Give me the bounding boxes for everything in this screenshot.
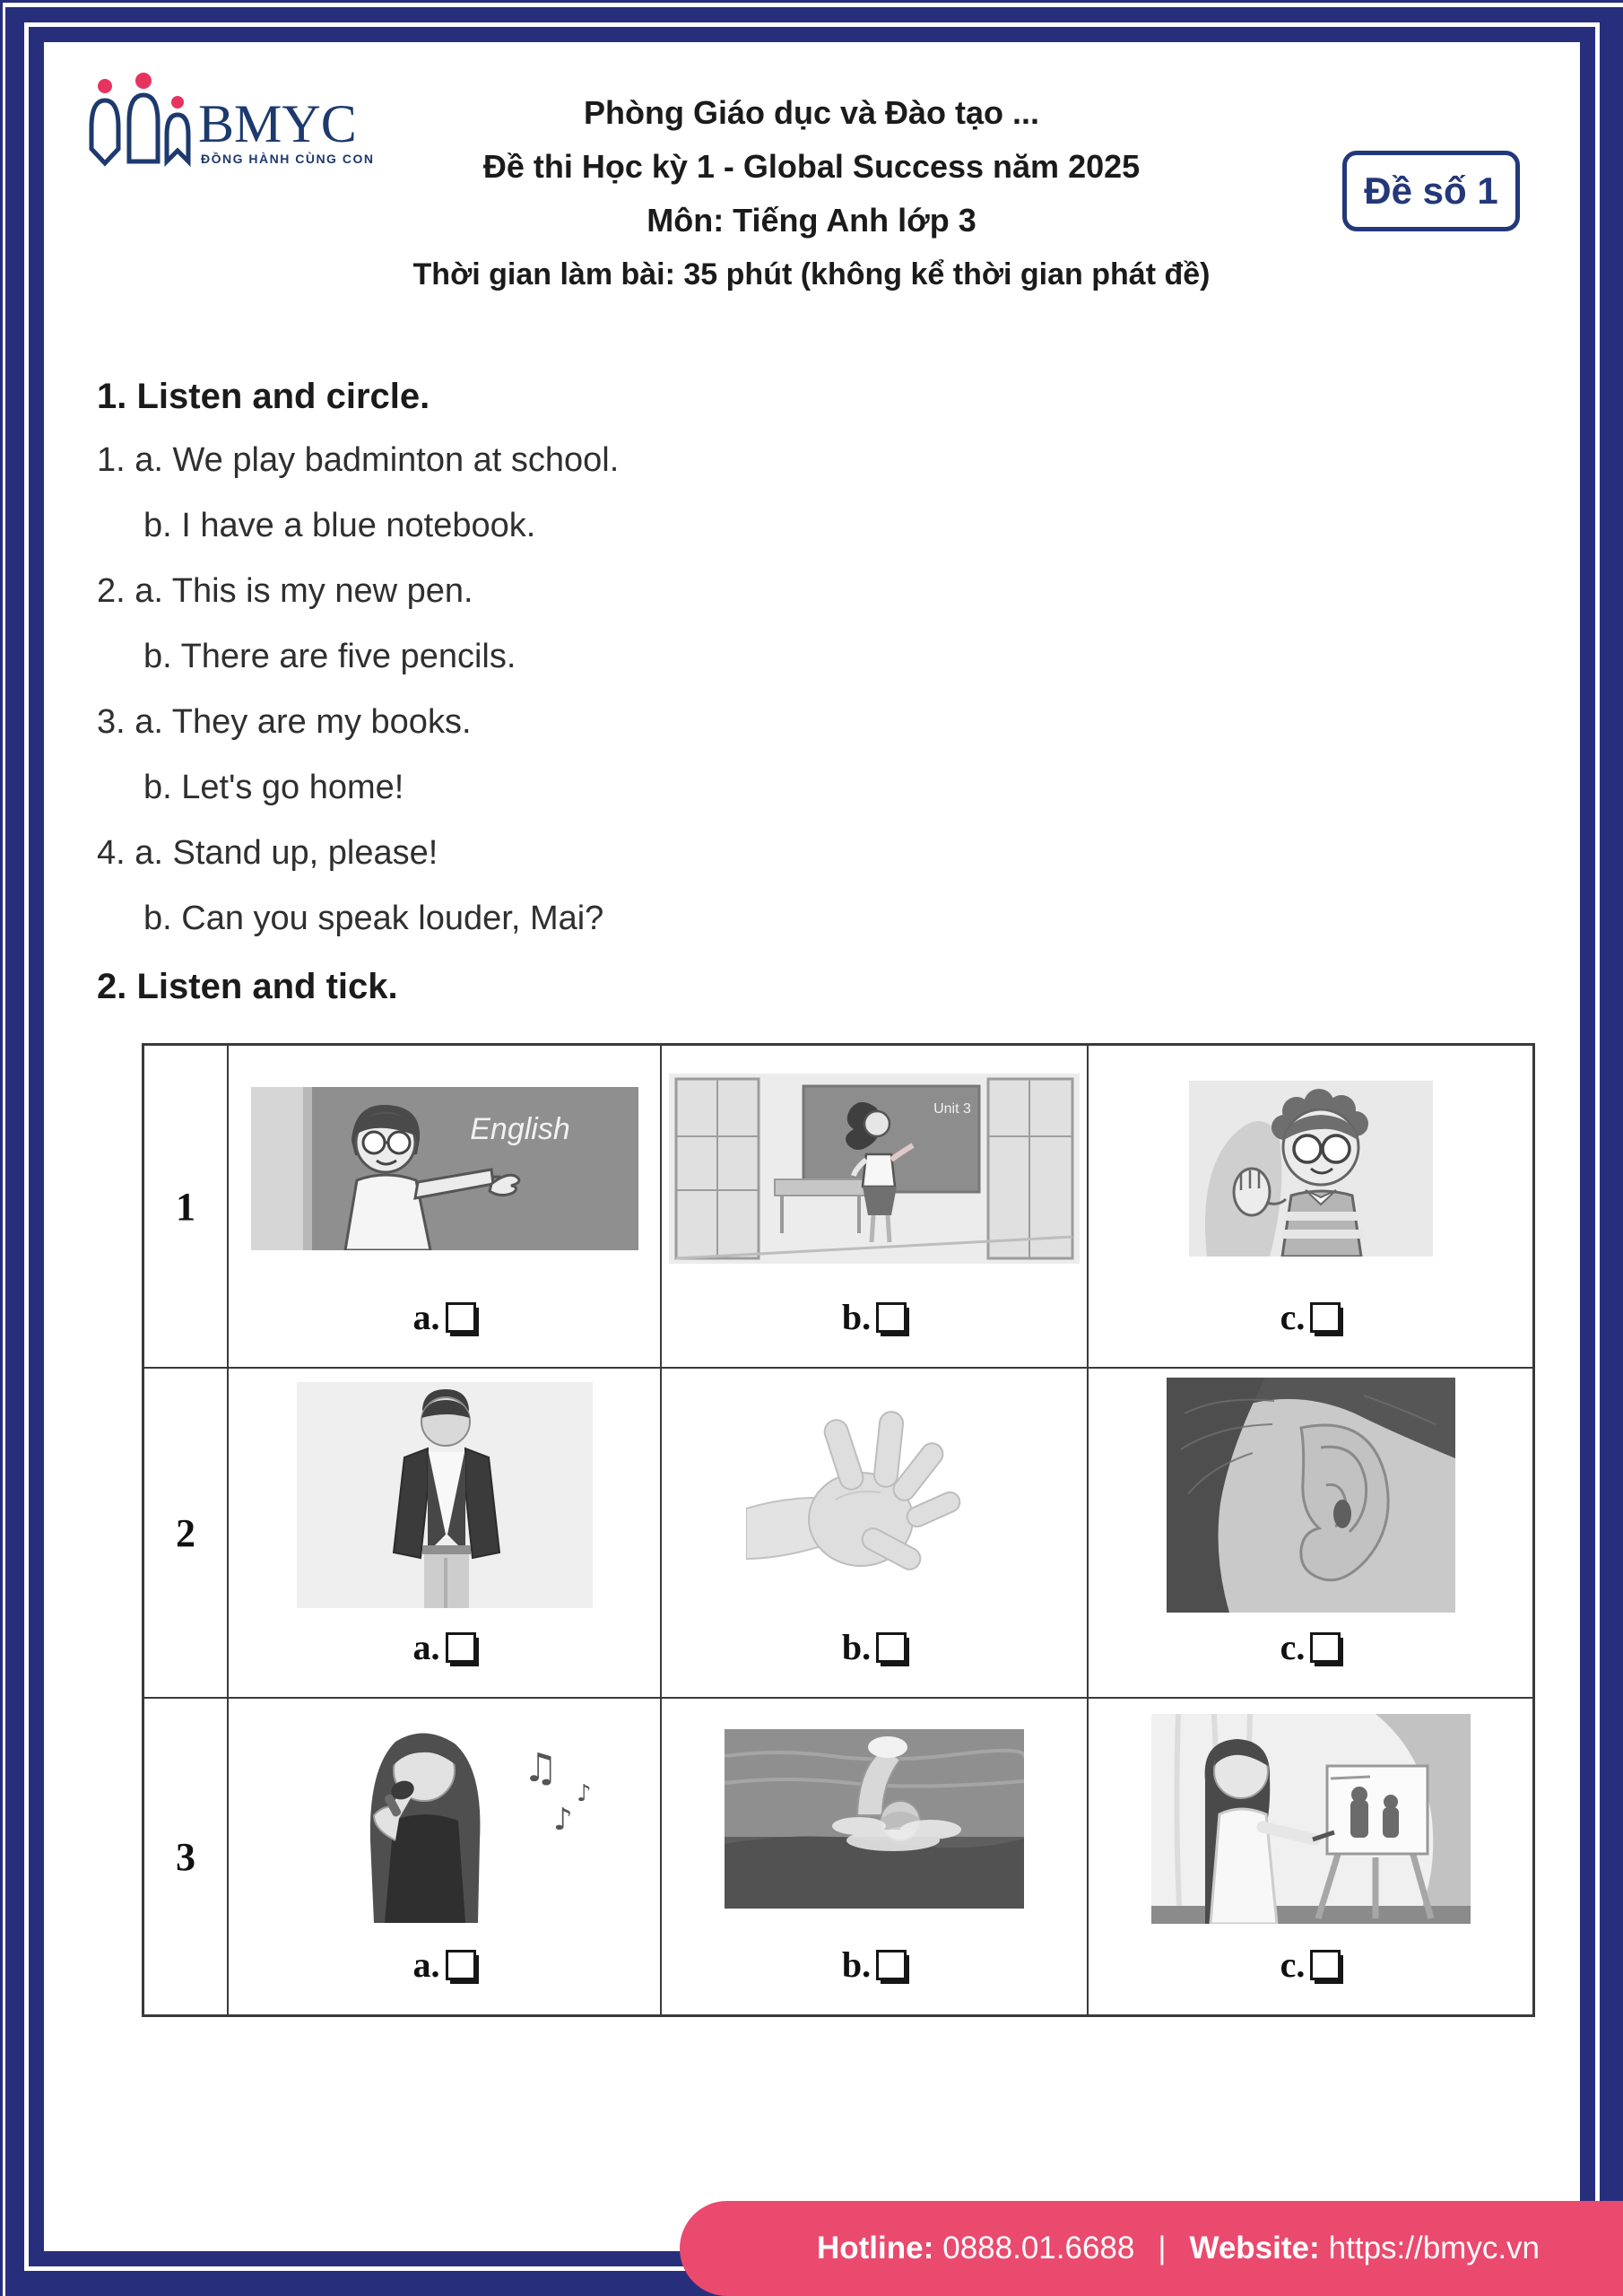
option-line[interactable]: b. I have a blue notebook. [143,507,536,544]
caption-letter: a. [412,1627,440,1667]
caption-1c [1280,1296,1341,1338]
caption-letter: c. [1280,1944,1306,1985]
tick-checkbox[interactable] [1310,1632,1341,1663]
option-line[interactable]: 2. a. This is my new pen. [97,572,473,610]
hotline-number: 0888.01.6688 [942,2231,1135,2266]
row-number: 3 [144,1699,229,2014]
listen-and-tick-table [142,1043,1535,2017]
teacher-english-blackboard-image [251,1046,638,1291]
blackboard-word: English [469,1111,570,1146]
tick-checkbox[interactable] [1310,1950,1341,1980]
singing-girl-image [288,1699,602,1938]
cell-2b [662,1369,1089,1699]
cell-2a [229,1369,662,1699]
tick-checkbox[interactable] [446,1302,476,1333]
classroom-teacher-image [669,1046,1080,1291]
logo-wordmark: BMYC [198,94,357,153]
caption-3c [1280,1944,1341,1986]
cell-3a [229,1699,662,2014]
website-url[interactable]: https://bmyc.vn [1328,2231,1541,2266]
caption-1a [413,1296,476,1338]
tick-checkbox[interactable] [446,1632,476,1663]
section1-title: 1. Listen and circle. [97,377,430,416]
option-line[interactable]: 3. a. They are my books. [97,703,472,741]
caption-2c [1280,1626,1341,1668]
standing-boy-image [297,1369,593,1621]
caption-letter: b. [841,1944,872,1985]
header-exam-title: Đề thi Học kỳ 1 - Global Success năm 2025 [482,148,1141,185]
cell-1a [229,1046,662,1369]
cell-1c [1089,1046,1532,1369]
tick-checkbox[interactable] [876,1950,907,1980]
painting-girl-image [1151,1699,1471,1938]
exam-header [269,86,1354,301]
row-number: 2 [144,1369,229,1699]
header-duration: Thời gian làm bài: 35 phút (không kể thời gian phát đề) [412,257,1211,291]
caption-letter: b. [841,1627,872,1667]
caption-1b [842,1296,907,1338]
tick-checkbox[interactable] [446,1950,476,1980]
caption-letter: c. [1280,1627,1306,1667]
caption-3a [413,1944,476,1986]
tick-checkbox[interactable] [876,1302,907,1333]
tick-checkbox[interactable] [1310,1302,1341,1333]
option-line[interactable]: b. Can you speak louder, Mai? [143,900,604,937]
open-hand-image [746,1369,1002,1621]
footer-contact-bar [680,2201,1623,2296]
caption-2a [413,1626,476,1668]
section1-options [97,441,619,965]
cell-1b [662,1046,1089,1369]
cell-3c [1089,1699,1532,2014]
caption-letter: b. [841,1297,872,1337]
caption-2b [842,1626,907,1668]
hotline-label: Hotline: [816,2231,934,2266]
section2-title: 2. Listen and tick. [97,967,398,1006]
tick-checkbox[interactable] [876,1632,907,1663]
waving-boy-image [1189,1046,1433,1291]
header-subject: Môn: Tiếng Anh lớp 3 [647,202,976,239]
logo-tagline: ĐỒNG HÀNH CÙNG CON [201,152,375,166]
website-label: Website: [1189,2231,1320,2266]
row-number: 1 [144,1046,229,1369]
classroom-board-word: Unit 3 [933,1100,971,1117]
caption-letter: c. [1280,1297,1306,1337]
exam-number-badge: Đề số 1 [1342,151,1520,231]
caption-letter: a. [412,1297,440,1337]
swimming-image [725,1699,1024,1938]
option-line[interactable]: 1. a. We play badminton at school. [97,441,620,479]
footer-separator: | [1158,2231,1167,2266]
header-department: Phòng Giáo dục và Đào tạo ... [583,94,1040,131]
option-line[interactable]: 4. a. Stand up, please! [97,834,438,872]
svg-text:♪: ♪ [576,1779,592,1807]
ear-closeup-image [1167,1369,1455,1621]
caption-letter: a. [412,1944,440,1985]
cell-2c [1089,1369,1532,1699]
svg-text:♫: ♫ [522,1744,558,1791]
option-line[interactable]: b. Let's go home! [143,769,404,806]
svg-text:♪: ♪ [552,1801,573,1838]
caption-3b [842,1944,907,1986]
cell-3b [662,1699,1089,2014]
option-line[interactable]: b. There are five pencils. [143,638,516,675]
